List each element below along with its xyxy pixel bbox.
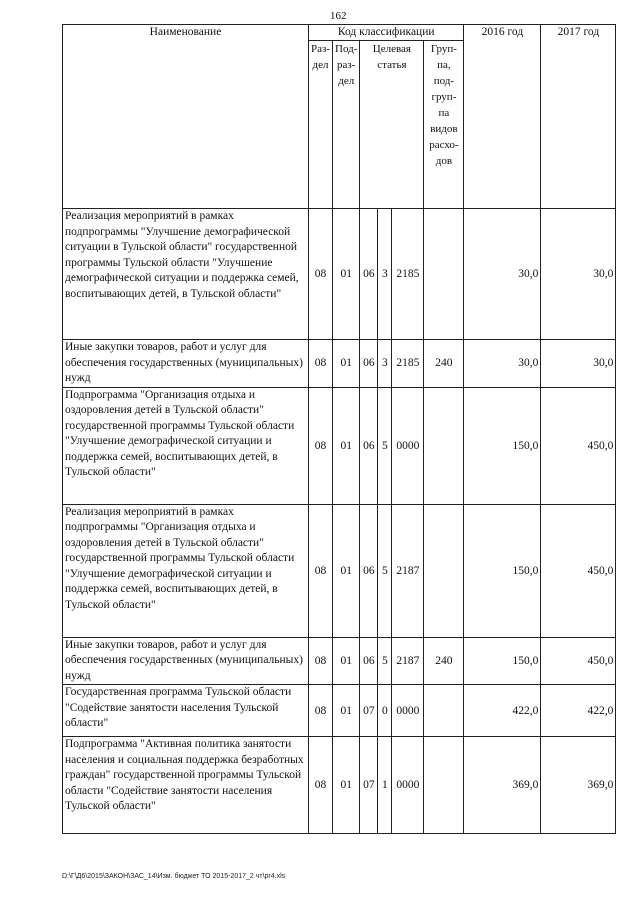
row-article-program: 06 xyxy=(360,637,378,685)
row-article-program: 07 xyxy=(360,737,378,834)
row-article-subprogram: 5 xyxy=(378,637,392,685)
row-section: 08 xyxy=(309,504,333,637)
row-amount-2017: 30,0 xyxy=(541,340,616,388)
table-row xyxy=(63,637,616,685)
row-article-subprogram: 3 xyxy=(378,209,392,340)
row-amount-2017: 450,0 xyxy=(541,504,616,637)
row-amount-2016: 422,0 xyxy=(464,685,541,737)
header-code-group: Код классификации xyxy=(309,25,464,41)
header-name: Наименование xyxy=(63,25,309,209)
row-amount-2016: 150,0 xyxy=(464,637,541,685)
row-expense-type xyxy=(424,209,464,340)
row-amount-2016: 30,0 xyxy=(464,209,541,340)
row-expense-type xyxy=(424,504,464,637)
table-row xyxy=(63,685,616,737)
row-section: 08 xyxy=(309,685,333,737)
row-name: Иные закупки товаров, работ и услуг для обеспечения государственных (муниципальных) нужд xyxy=(63,340,309,388)
row-amount-2017: 30,0 xyxy=(541,209,616,340)
row-article-subprogram: 3 xyxy=(378,340,392,388)
row-article-code: 2187 xyxy=(392,637,424,685)
table-row xyxy=(63,340,616,388)
row-amount-2017: 422,0 xyxy=(541,685,616,737)
row-expense-type: 240 xyxy=(424,340,464,388)
row-article-subprogram: 1 xyxy=(378,737,392,834)
table-row xyxy=(63,387,616,504)
row-article-code: 0000 xyxy=(392,737,424,834)
row-name: Реализация мероприятий в рамках подпрограммы "Улучшение демографической ситуации в Тульской области" государственной программы Тульской области "Улучшение демографической ситуации и поддержка семей, воспитывающих детей, в Тульской области" xyxy=(63,209,309,340)
row-article-code: 2185 xyxy=(392,209,424,340)
row-article-subprogram: 5 xyxy=(378,504,392,637)
row-subsection: 01 xyxy=(333,387,360,504)
header-subsection: Под- раз- дел xyxy=(333,41,360,209)
row-subsection: 01 xyxy=(333,209,360,340)
row-section: 08 xyxy=(309,209,333,340)
budget-table xyxy=(62,24,616,834)
row-name: Подпрограмма "Активная политика занятости населения и социальная поддержка безработных граждан" государственной программы Тульской области "Содействие занятости населения Тульской области" xyxy=(63,737,309,834)
row-section: 08 xyxy=(309,737,333,834)
table-row xyxy=(63,504,616,637)
header-year-2016: 2016 год xyxy=(464,25,541,209)
row-expense-type xyxy=(424,685,464,737)
row-expense-type xyxy=(424,737,464,834)
header-section: Раз- дел xyxy=(309,41,333,209)
row-section: 08 xyxy=(309,637,333,685)
row-article-subprogram: 0 xyxy=(378,685,392,737)
row-amount-2016: 369,0 xyxy=(464,737,541,834)
page-number: 162 xyxy=(330,10,347,22)
row-article-code: 2187 xyxy=(392,504,424,637)
header-expense-group: Груп- па, под- груп- па видов расхо- дов xyxy=(424,41,464,209)
row-amount-2017: 450,0 xyxy=(541,387,616,504)
row-subsection: 01 xyxy=(333,737,360,834)
row-subsection: 01 xyxy=(333,340,360,388)
row-article-code: 0000 xyxy=(392,387,424,504)
row-article-program: 06 xyxy=(360,504,378,637)
row-amount-2016: 150,0 xyxy=(464,387,541,504)
row-article-subprogram: 5 xyxy=(378,387,392,504)
row-amount-2016: 150,0 xyxy=(464,504,541,637)
row-name: Подпрограмма "Организация отдыха и оздоровления детей в Тульской области" государственной программы Тульской области "Улучшение демографической ситуации и поддержка семей, воспитывающих детей, в Тульской области" xyxy=(63,387,309,504)
row-expense-type: 240 xyxy=(424,637,464,685)
row-subsection: 01 xyxy=(333,637,360,685)
row-article-program: 06 xyxy=(360,387,378,504)
row-name: Иные закупки товаров, работ и услуг для обеспечения государственных (муниципальных) нужд xyxy=(63,637,309,685)
row-subsection: 01 xyxy=(333,685,360,737)
row-section: 08 xyxy=(309,340,333,388)
header-row-top xyxy=(63,25,616,41)
header-target-article: Целевая статья xyxy=(360,41,424,209)
row-amount-2017: 369,0 xyxy=(541,737,616,834)
row-amount-2017: 450,0 xyxy=(541,637,616,685)
header-year-2017: 2017 год xyxy=(541,25,616,209)
row-section: 08 xyxy=(309,387,333,504)
row-article-program: 07 xyxy=(360,685,378,737)
file-path-footer: D:\Г\Д6\2015\ЗАКОН\ЗАС_14\Изм. бюджет ТО 2015-2017_2 чт\pr4.xls xyxy=(62,873,286,880)
row-name: Реализация мероприятий в рамках подпрограммы "Организация отдыха и оздоровления детей в Тульской области" государственной программы Тульской области "Улучшение демографической ситуации и поддержка семей, воспитывающих детей, в Тульской области" xyxy=(63,504,309,637)
row-article-code: 2185 xyxy=(392,340,424,388)
table-row xyxy=(63,209,616,340)
row-article-code: 0000 xyxy=(392,685,424,737)
row-article-program: 06 xyxy=(360,209,378,340)
row-name: Государственная программа Тульской области "Содействие занятости населения Тульской области" xyxy=(63,685,309,737)
row-expense-type xyxy=(424,387,464,504)
table-row xyxy=(63,737,616,834)
row-amount-2016: 30,0 xyxy=(464,340,541,388)
row-article-program: 06 xyxy=(360,340,378,388)
row-subsection: 01 xyxy=(333,504,360,637)
